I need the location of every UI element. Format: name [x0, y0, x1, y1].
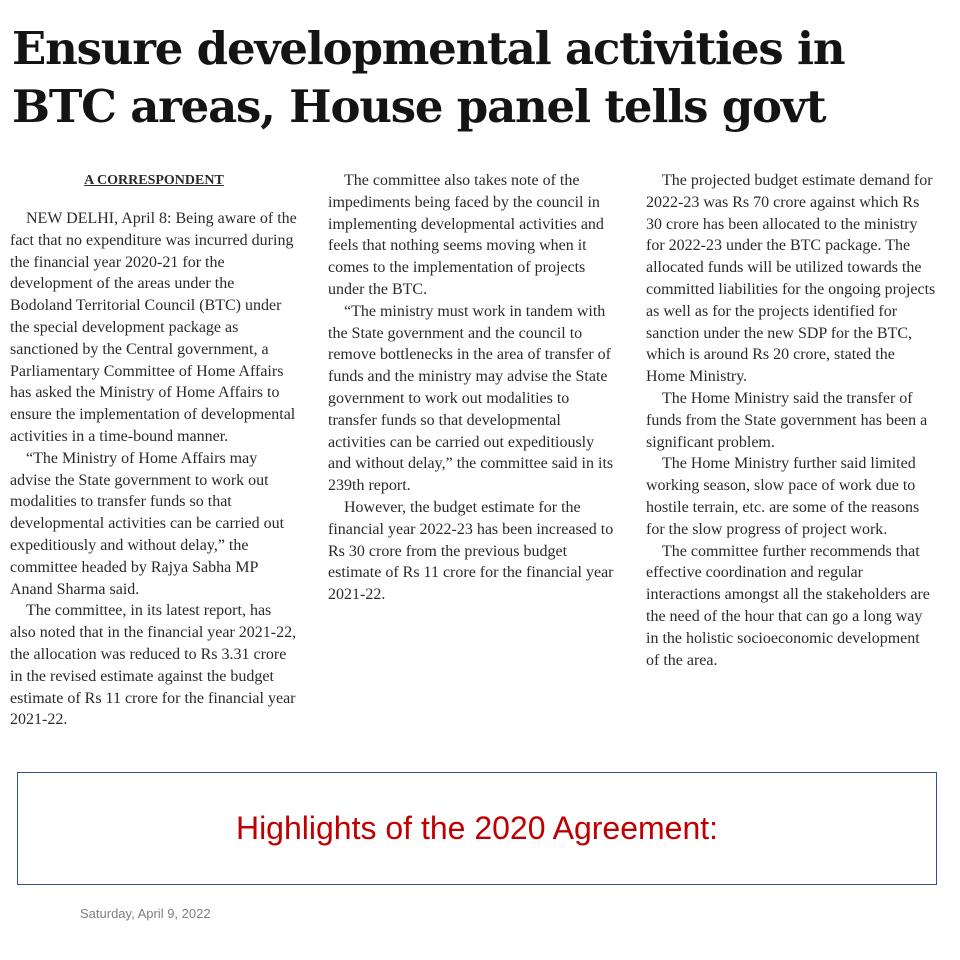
- article-headline: [12, 20, 952, 136]
- article-paragraph: The committee, in its latest report, has also noted that in the financial year 2021-22, the allocation was reduced to Rs 3.31 crore in the revised estimate against the budget estimate of Rs 11 crore for the financial year 2021-22.: [10, 602, 297, 729]
- byline: A CORRESPONDENT: [84, 173, 224, 188]
- article-paragraph: NEW DELHI, April 8: Being aware of the fact that no expenditure was incurred during the financial year 2020-21 for the development of the areas under the Bodoland Territorial Council (BTC) under the special development package as sanctioned by the Central government, a Parliamentary Committee of Home Affairs has asked the Ministry of Home Affairs to ensure the implementation of developmental activities in a time-bound manner.: [10, 210, 297, 445]
- article-paragraph: The committee also takes note of the impediments being faced by the council in implementing developmental activities and feels that nothing seems moving when it comes to the implementation of projects under the BTC.: [328, 172, 604, 298]
- article-column-2: [328, 170, 620, 770]
- slide-date: Saturday, April 9, 2022: [80, 906, 211, 921]
- article-column-1: [10, 170, 298, 770]
- headline-line-2: BTC areas, House panel tells govt: [12, 80, 826, 133]
- article-paragraph: “The ministry must work in tandem with the State government and the council to remove bottlenecks in the area of transfer of funds and the ministry may advise the State government to work out modalities to transfer funds so that developmental activities can be carried out expeditiously and without delay,” the committee said in its 239th report.: [328, 302, 614, 495]
- article-paragraph: The projected budget estimate demand for 2022-23 was Rs 70 crore against which Rs 30 crore has been allocated to the ministry for 2022-23 under the BTC package. The allocated funds will be utilized towards the committed liabilities for the ongoing projects as well as for the projects identified for sanction under the new SDP for the BTC, which is around Rs 20 crore, stated the Home Ministry.: [646, 172, 936, 386]
- article-paragraph: The committee further recommends that effective coordination and regular interactions amongst all the stakeholders are the need of the hour that can go a long way in the holistic socioeconomic development of the area.: [646, 542, 930, 669]
- highlights-box: [17, 772, 937, 885]
- highlights-title: Highlights of the 2020 Agreement:: [235, 810, 719, 846]
- article-paragraph: The Home Ministry said the transfer of funds from the State government has been a significant problem.: [646, 389, 928, 451]
- article-paragraph: The Home Ministry further said limited working season, slow pace of work due to hostile terrain, etc. are some of the reasons for the slow progress of project work.: [646, 455, 920, 538]
- article-paragraph: However, the budget estimate for the financial year 2022-23 has been increased to Rs 30 crore from the previous budget estimate of Rs 11 crore for the financial year 2021-22.: [328, 498, 614, 604]
- headline-line-1: Ensure developmental activities in: [12, 22, 845, 75]
- article-column-3: [646, 170, 936, 770]
- article-paragraph: “The Ministry of Home Affairs may advise the State government to work out modalities to transfer funds so that developmental activities can be carried out expeditiously and without delay,” the committee headed by Rajya Sabha MP Anand Sharma said.: [10, 449, 285, 598]
